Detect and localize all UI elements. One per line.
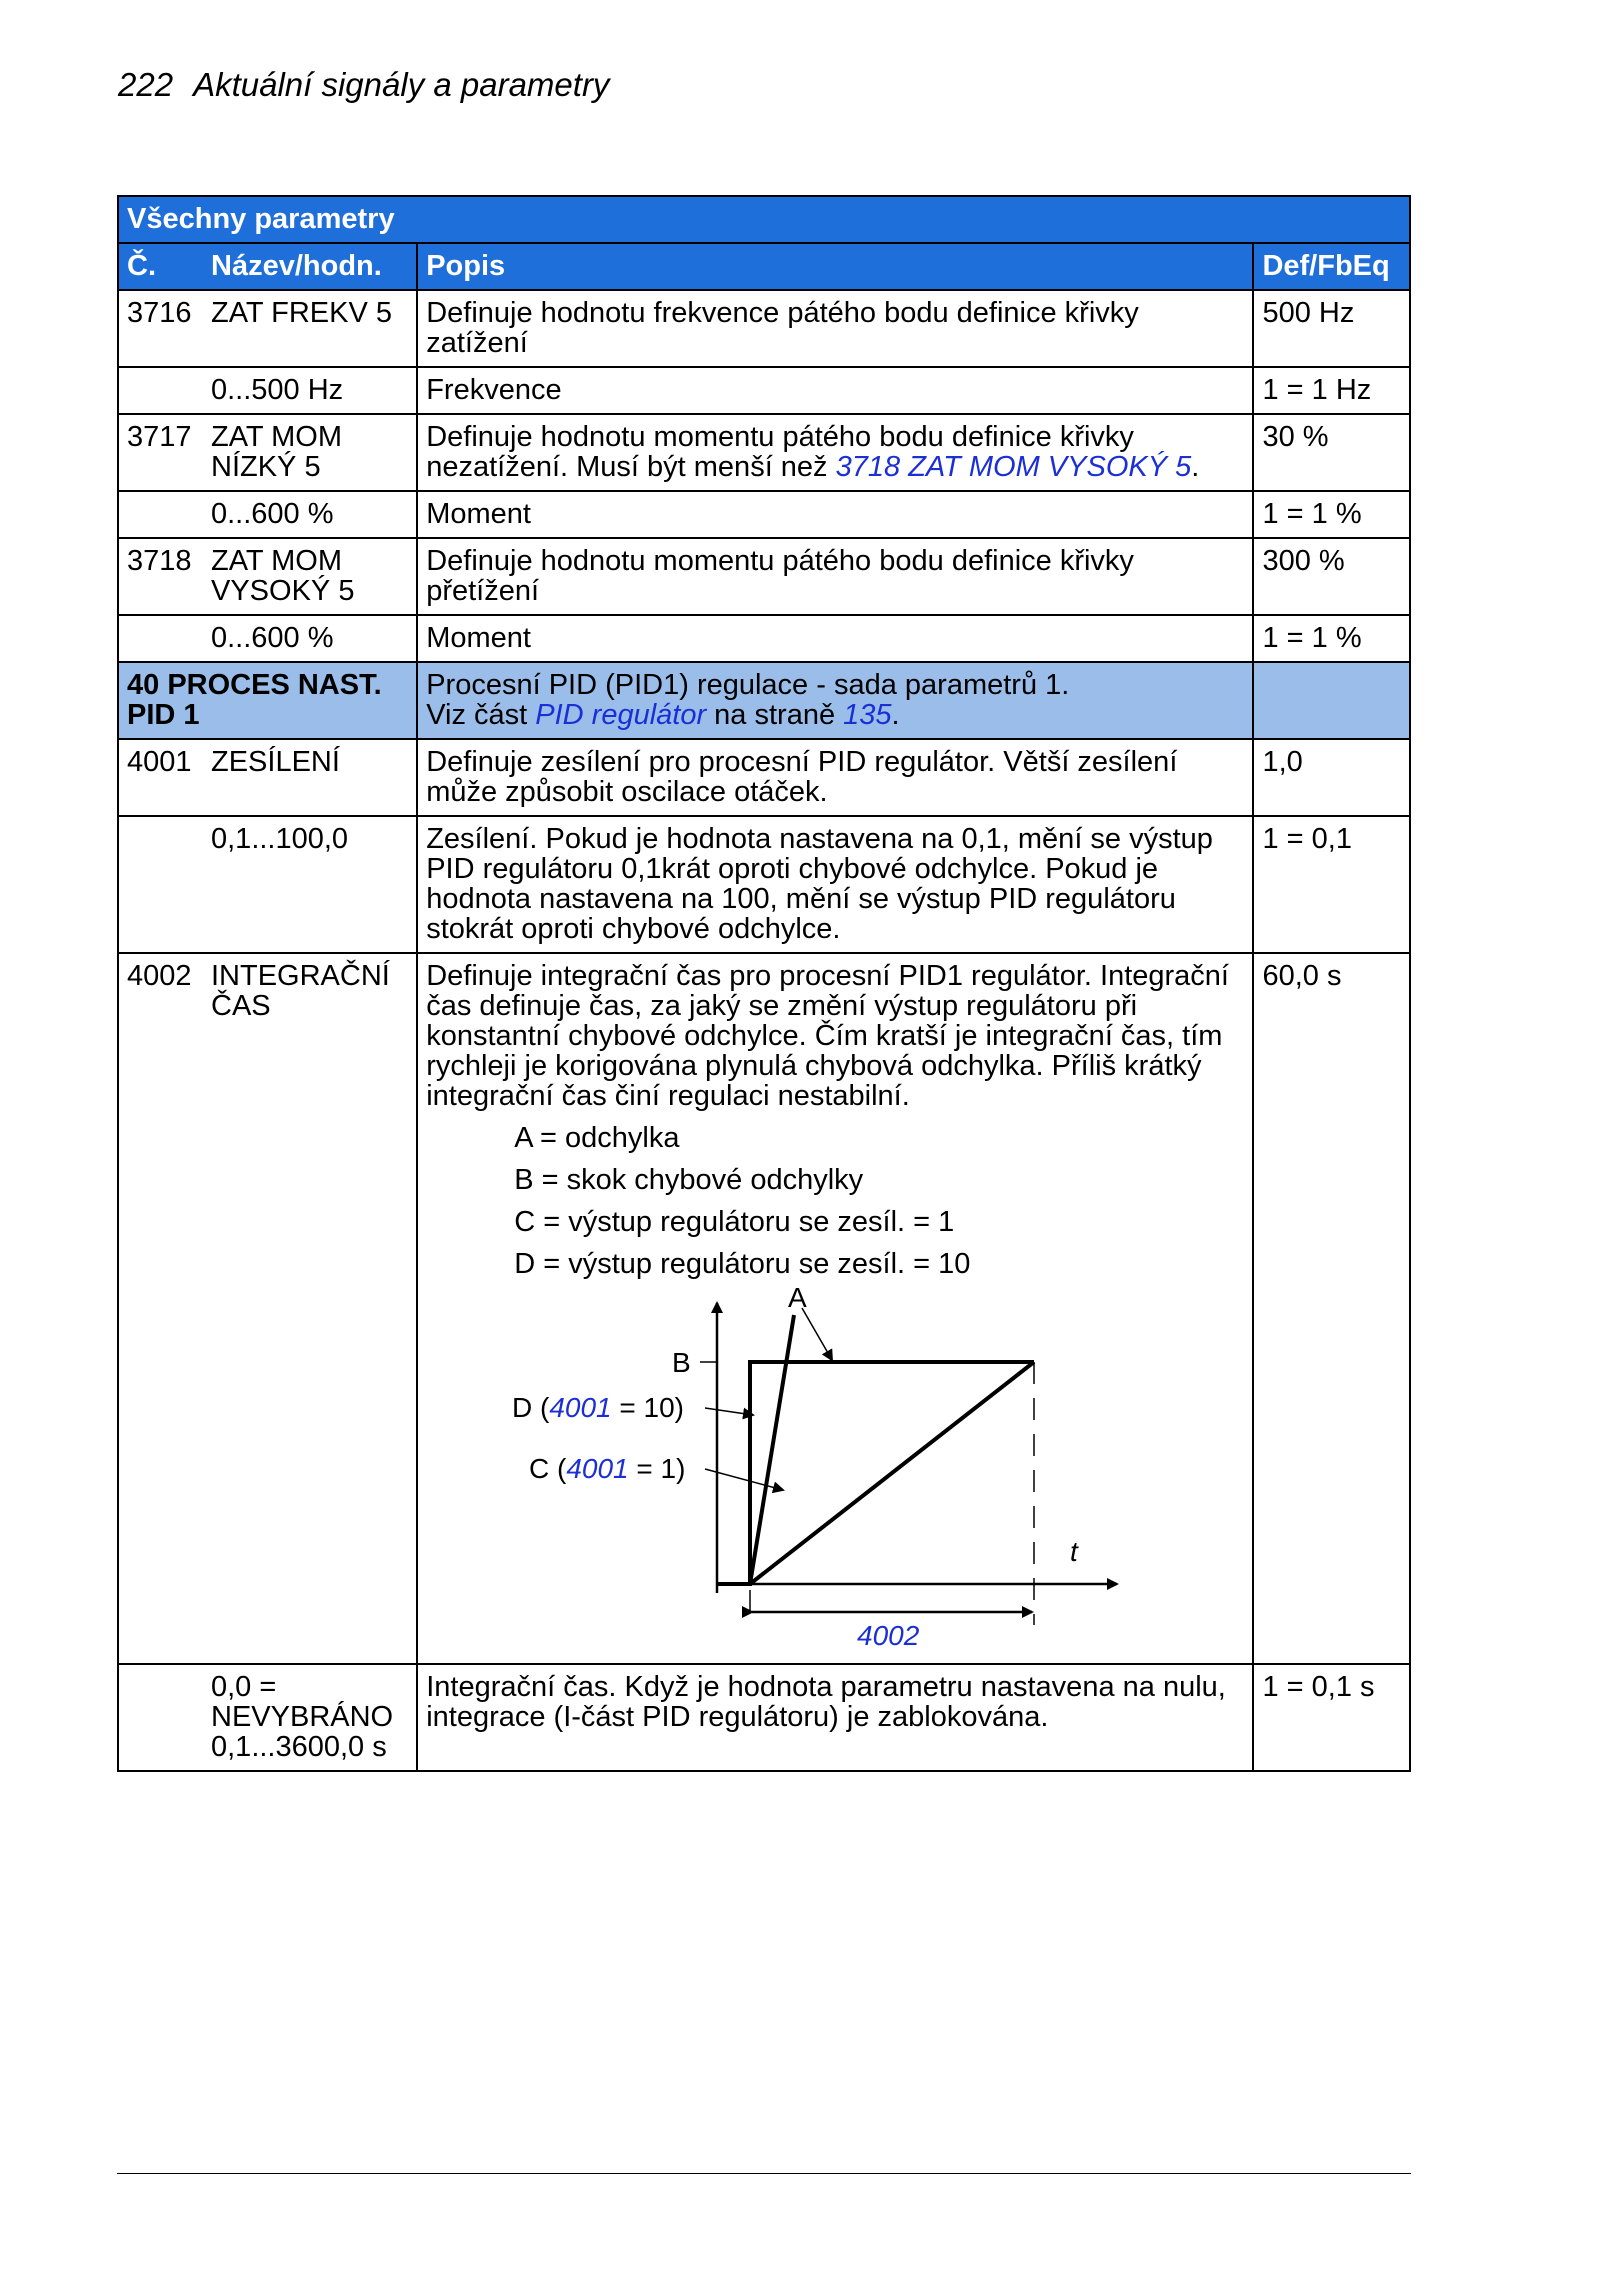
param-range: 0...600 % — [211, 498, 334, 530]
param-description: Zesílení. Pokud je hodnota nastavena na 0,1, mění se výstup PID regulátoru 0,1krát oproti chybové odchylce. Pokud je hodnota nastavena na 100, mění se výstup PID regulátoru stokrát oproti chybové odchylce. — [417, 816, 1253, 953]
label-c-post: = 1) — [628, 1453, 686, 1484]
param-range-cell — [118, 1664, 417, 1771]
diagram-legend — [514, 1117, 1244, 1285]
param-range: 0,1...100,0 — [211, 823, 349, 855]
param-description — [417, 414, 1253, 491]
link-pid-regulator[interactable]: PID regulátor — [535, 699, 707, 731]
group-description — [417, 662, 1253, 739]
description-text-end: . — [1191, 451, 1200, 483]
legend-item: C = výstup regulátoru se zesíl. = 1 — [514, 1206, 955, 1238]
param-name: ZAT FREKV 5 — [211, 297, 393, 329]
label-b: B — [672, 1347, 691, 1378]
callout-d — [705, 1408, 753, 1415]
param-name: INTEGRAČNÍ ČAS — [211, 960, 390, 1022]
group-name: 40 PROCES NAST. PID 1 — [118, 662, 417, 739]
column-header-name — [118, 243, 417, 290]
param-default: 500 Hz — [1253, 290, 1410, 367]
page-number: 222 — [118, 66, 174, 103]
label-c-ref: 4001 — [566, 1453, 629, 1484]
description-text: Definuje hodnotu momentu pátého bodu definice křivky nezatížení. Musí být menší než — [426, 421, 1134, 483]
parameters-table — [117, 195, 1411, 1772]
label-c — [529, 1453, 685, 1484]
table-row — [118, 414, 1410, 491]
param-range-line: NEVYBRÁNO — [211, 1701, 394, 1733]
table-title: Všechny parametry — [118, 196, 1410, 243]
param-number: 3718 — [127, 545, 192, 577]
label-time-4002: 4002 — [857, 1620, 920, 1651]
link-3718[interactable]: 3718 ZAT MOM VYSOKÝ 5 — [835, 451, 1192, 483]
param-cell — [118, 414, 417, 491]
table-header-row — [118, 243, 1410, 290]
callout-a — [802, 1308, 832, 1360]
param-default: 60,0 s — [1253, 953, 1410, 1664]
param-fbeq: 1 = 1 % — [1253, 491, 1410, 538]
group-desc-text: Viz část — [426, 699, 536, 731]
param-default: 1,0 — [1253, 739, 1410, 816]
label-c-pre: C ( — [529, 1453, 567, 1484]
param-description: Integrační čas. Když je hodnota parametru nastavena na nulu, integrace (I-část PID regulátoru) je zablokována. — [417, 1664, 1253, 1771]
param-number: 4002 — [127, 960, 192, 992]
param-fbeq: 1 = 1 Hz — [1253, 367, 1410, 414]
label-a: A — [788, 1285, 807, 1313]
param-cell — [118, 538, 417, 615]
label-d-ref: 4001 — [549, 1392, 612, 1423]
param-range — [127, 1672, 408, 1762]
legend-item: B = skok chybové odchylky — [514, 1164, 864, 1196]
param-range-cell — [118, 367, 417, 414]
param-range-line: 0,0 = — [211, 1671, 277, 1703]
description-text: Definuje integrační čas pro procesní PID1 regulátor. Integrační čas definuje čas, za jaký se změní výstup regulátoru při konstantní chybové odchylce. Čím kratší je integrační čas, tím rychleji je korigována plynulá chybová odchylka. Příliš krátký integrační čas činí regulaci nestabilní. — [426, 960, 1229, 1112]
param-cell — [118, 953, 417, 1664]
label-t: t — [1070, 1536, 1078, 1567]
table-row — [118, 739, 1410, 816]
legend-item: D = výstup regulátoru se zesíl. = 10 — [514, 1248, 971, 1280]
legend-item: A = odchylka — [514, 1122, 680, 1154]
table-row — [118, 615, 1410, 662]
param-cell — [118, 739, 417, 816]
param-fbeq: 1 = 0,1 s — [1253, 1664, 1410, 1771]
param-name: ZAT MOM NÍZKÝ 5 — [211, 421, 343, 483]
param-number: 3717 — [127, 421, 192, 453]
param-description: Moment — [417, 491, 1253, 538]
param-description: Definuje hodnotu frekvence pátého bodu definice křivky zatížení — [417, 290, 1253, 367]
table-row — [118, 1664, 1410, 1771]
param-number: 3716 — [127, 297, 192, 329]
label-d-post: = 10) — [611, 1392, 685, 1423]
param-description — [417, 953, 1253, 1664]
param-range: 0...500 Hz — [211, 374, 344, 406]
param-range-cell — [118, 491, 417, 538]
param-description: Definuje hodnotu momentu pátého bodu definice křivky přetížení — [417, 538, 1253, 615]
column-header-name-text: Název/hodn. — [211, 250, 382, 282]
column-header-no: Č. — [127, 250, 156, 282]
param-name: ZESÍLENÍ — [211, 746, 340, 778]
pid-integration-diagram — [417, 1285, 1240, 1655]
table-row — [118, 538, 1410, 615]
param-range: 0...600 % — [211, 622, 334, 654]
page-header — [118, 66, 609, 104]
group-desc-text-end: . — [891, 699, 900, 731]
table-row — [118, 816, 1410, 953]
error-step-curve — [717, 1362, 1034, 1584]
table-row — [118, 367, 1410, 414]
param-default: 300 % — [1253, 538, 1410, 615]
param-description: Frekvence — [417, 367, 1253, 414]
group-desc-text-mid: na straně — [706, 699, 844, 731]
table-row — [118, 491, 1410, 538]
param-range-cell — [118, 615, 417, 662]
output-gain-1-line — [750, 1362, 1034, 1584]
param-description: Moment — [417, 615, 1253, 662]
footer-rule — [117, 2173, 1411, 2174]
param-number: 4001 — [127, 746, 192, 778]
label-d-pre: D ( — [512, 1392, 550, 1423]
column-header-def: Def/FbEq — [1253, 243, 1410, 290]
page-title: Aktuální signály a parametry — [193, 66, 610, 103]
link-page-135[interactable]: 135 — [843, 699, 892, 731]
param-name: ZAT MOM VYSOKÝ 5 — [211, 545, 355, 607]
param-default: 30 % — [1253, 414, 1410, 491]
param-range-line: 0,1...3600,0 s — [211, 1731, 387, 1763]
group-default-empty — [1253, 662, 1410, 739]
output-gain-10-line — [750, 1315, 794, 1584]
label-d — [512, 1392, 684, 1423]
table-title-row — [118, 196, 1410, 243]
param-description: Definuje zesílení pro procesní PID regulátor. Větší zesílení může způsobit oscilace otáček. — [417, 739, 1253, 816]
table-row — [118, 290, 1410, 367]
group-description-line2 — [426, 700, 1244, 730]
param-cell — [118, 290, 417, 367]
param-fbeq: 1 = 0,1 — [1253, 816, 1410, 953]
param-fbeq: 1 = 1 % — [1253, 615, 1410, 662]
column-header-desc: Popis — [417, 243, 1253, 290]
group-description-line1: Procesní PID (PID1) regulace - sada parametrů 1. — [426, 669, 1070, 701]
table-row — [118, 953, 1410, 1664]
group-row — [118, 662, 1410, 739]
param-range-cell — [118, 816, 417, 953]
